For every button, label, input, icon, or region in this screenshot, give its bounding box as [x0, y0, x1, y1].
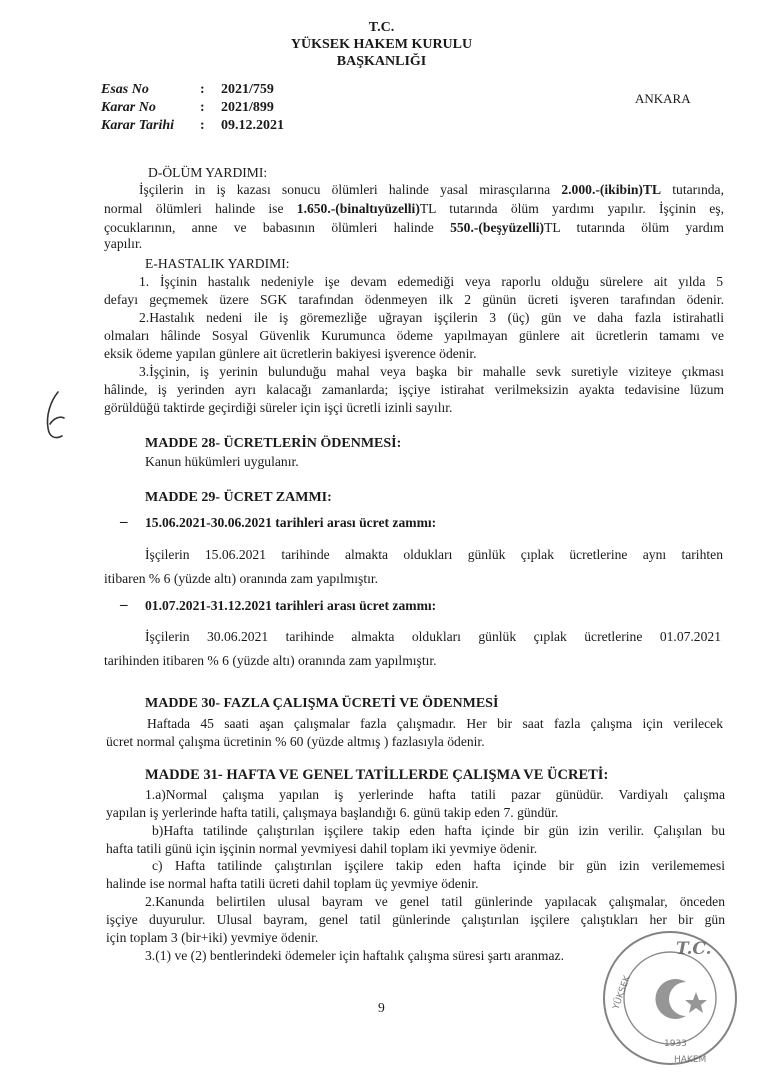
page-number: 9 — [378, 1000, 385, 1015]
section-e-p1-line-2: defayı geçmemek üzere SGK tarafından ödenmeyen ilk 2 günün ücreti işveren tarafından ödenir. — [104, 292, 724, 307]
section-e-p3-line-1: 3.İşçinin, iş yerinin bulunduğu mahal veya başka bir mahalle sevk suretiyle viziteye çıkması — [139, 364, 724, 379]
header-tc: T.C. — [368, 20, 395, 35]
karar-value: 2021/899 — [221, 100, 274, 115]
official-seal — [590, 920, 740, 1070]
madde-31-b-line-2: hafta tatili günü için işçinin normal yevmiyesi dahil toplam iki yevmiye ödenir. — [106, 841, 538, 856]
esas-colon: : — [200, 82, 205, 97]
section-e-p3-line-3: görüldüğü taktirde geçirdiği süreler için işçi ücretli izinli sayılır. — [104, 400, 453, 415]
madde-31-p3-line-1: 3.(1) ve (2) bentlerindeki ödemeler için haftalık çalışma süresi şartı aranmaz. — [145, 948, 564, 963]
madde-28-text: Kanun hükümleri uygulanır. — [145, 454, 299, 469]
madde-31-c-line-1: c) Hafta tatilinde çalıştırılan işçilere takip eden hafta içinde bir gün izin verilememesi — [152, 858, 725, 873]
madde-29-sub2-title: 01.07.2021-31.12.2021 tarihleri arası ücret zammı: — [145, 598, 437, 613]
section-e-p1-line-1: 1. İşçinin hastalık nedeniyle işe devam edemediği veya raporlu olduğu sürelere ait yılda 5 — [139, 274, 723, 289]
madde-31-p2-line-2: işçiye duyurulur. Ulusal bayram, genel tatil günlerinde çalıştırılan işçilere çalıştıkları her bir gün — [106, 912, 725, 927]
bullet-dash: – — [120, 514, 128, 530]
karar-colon: : — [200, 100, 205, 115]
madde-31-a-line-2: yapılan iş yerlerinde hafta tatili, çalışmaya başlandığı 6. günü takip eden 7. gündür. — [106, 805, 559, 820]
madde-31-title: MADDE 31- HAFTA VE GENEL TATİLLERDE ÇALIŞMA VE ÜCRETİ: — [145, 767, 609, 783]
madde-31-b-line-1: b)Hafta tatilinde çalıştırılan işçilere takip eden hafta içinde bir gün izin verilir. Çalışılan bu — [152, 823, 725, 838]
section-e-p2-line-2: olmaları hâlinde Sosyal Güvenlik Kurumunca ödeme yapılmayan günlere ait ücretlerin tamamı ve — [104, 328, 724, 343]
madde-31-c-line-2: halinde ise normal hafta tatili ücreti dahil toplam üç yevmiye ödenir. — [106, 876, 479, 891]
tarih-colon: : — [200, 118, 205, 133]
section-e-p3-line-2: hâlinde, iş yerinden ayrı kalacağı zamanlarda; işçiye istirahat verilmeksizin ayakta tedavisine lüzum — [104, 382, 724, 397]
madde-29-sub2-line-1: İşçilerin 30.06.2021 tarihinde almakta oldukları günlük çıplak ücretlerine 01.07.2021 — [145, 629, 721, 644]
svg-text:1933: 1933 — [664, 1039, 687, 1049]
section-e-p2-line-1: 2.Hastalık nedeni ile iş göremezliğe uğrayan işçilerin 3 (üç) gün ve daha fazla istirahatli — [139, 310, 724, 325]
madde-29-sub1-line-1: İşçilerin 15.06.2021 tarihinde almakta oldukları günlük çıplak ücretlerine aynı tarihten — [145, 547, 723, 562]
madde-29-title: MADDE 29- ÜCRET ZAMMI: — [145, 490, 332, 505]
section-d-line-3: çocuklarının, anne ve babasının ölümleri halinde 550.-(beşyüzelli)TL tutarında ölüm yardım — [104, 220, 724, 235]
header-institution: YÜKSEK HAKEM KURULU — [290, 37, 473, 52]
section-d-title: D-ÖLÜM YARDIMI: — [148, 165, 268, 180]
madde-30-line-2: ücret normal çalışma ücretinin % 60 (yüzde altmış ) fazlasıyla ödenir. — [106, 734, 485, 749]
esas-label: Esas No — [101, 82, 149, 97]
esas-value: 2021/759 — [221, 82, 274, 97]
city-label: ANKARA — [635, 91, 691, 106]
tarih-label: Karar Tarihi — [101, 118, 175, 133]
madde-31-p2-line-3: için toplam 3 (bir+iki) yevmiye ödenir. — [106, 930, 319, 945]
section-d-line-1: İşçilerin in iş kazası sonucu ölümleri halinde yasal mirasçılarına 2.000.-(ikibin)TL tutarında, — [139, 182, 724, 197]
section-e-title: E-HASTALIK YARDIMI: — [145, 256, 290, 271]
bullet-dash: – — [120, 597, 128, 613]
svg-text:YÜKSEK: YÜKSEK — [611, 974, 633, 1012]
madde-29-sub2-line-2: tarihinden itibaren % 6 (yüzde altı) oranında zam yapılmıştır. — [104, 653, 437, 668]
madde-28-title: MADDE 28- ÜCRETLERİN ÖDENMESİ: — [145, 436, 402, 451]
svg-text:HAKEM: HAKEM — [674, 1055, 707, 1065]
karar-label: Karar No — [101, 100, 156, 115]
svg-text:T.C.: T.C. — [676, 939, 712, 959]
madde-31-p2-line-1: 2.Kanunda belirtilen ulusal bayram ve genel tatil günlerinde yapılacak çalışmalar, önceden — [145, 894, 725, 909]
section-e-p2-line-3: eksik ödeme yapılan günlere ait ücretlerin bakiyesi işverence ödenir. — [104, 346, 477, 361]
margin-initial-mark — [40, 388, 70, 444]
madde-29-sub1-title: 15.06.2021-30.06.2021 tarihleri arası ücret zammı: — [145, 515, 437, 530]
madde-30-line-1: Haftada 45 saati aşan çalışmalar fazla çalışmadır. Her bir saat fazla çalışma için verilecek — [147, 716, 723, 731]
tarih-value: 09.12.2021 — [221, 118, 284, 133]
header-presidency: BAŞKANLIĞI — [336, 54, 427, 69]
section-d-line-4: yapılır. — [104, 236, 143, 251]
madde-30-title: MADDE 30- FAZLA ÇALIŞMA ÜCRETİ VE ÖDENMESİ — [145, 696, 499, 711]
section-d-line-2: normal ölümleri halinde ise 1.650.-(binaltıyüzelli)TL tutarında ölüm yardımı yapılır. İşçinin eş, — [104, 201, 724, 216]
madde-31-a-line-1: 1.a)Normal çalışma yapılan iş yerlerinde hafta tatili pazar günüdür. Vardiyalı çalışma — [145, 787, 725, 802]
madde-29-sub1-line-2: itibaren % 6 (yüzde altı) oranında zam yapılmıştır. — [104, 571, 379, 586]
